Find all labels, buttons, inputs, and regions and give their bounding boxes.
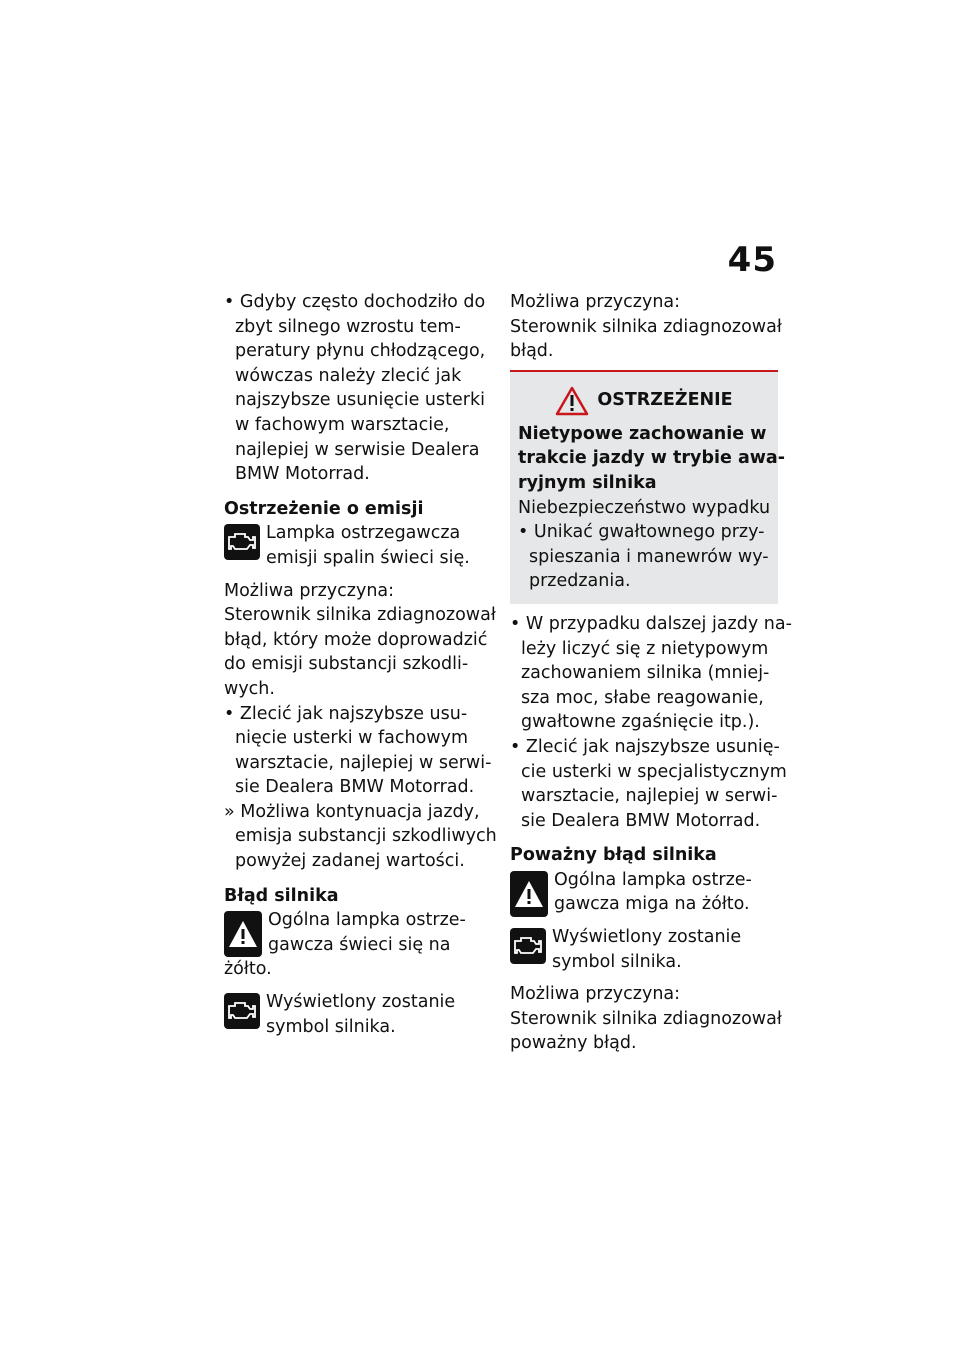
page-number: 45 <box>727 240 777 280</box>
text-line: zachowaniem silnika (mniej- <box>521 663 770 684</box>
engine-symbol-text <box>266 990 455 1039</box>
heading-engine-fault: Błąd silnika <box>224 885 339 906</box>
text-line: » Możliwa kontynuacja jazdy, <box>224 801 480 822</box>
text-line: Sterownik silnika zdiagnozował <box>224 605 496 626</box>
text-line: gwałtowne zgaśnięcie itp.). <box>521 712 760 733</box>
text-line: błąd, który może doprowadzić <box>224 629 488 650</box>
text-line: • Zlecić jak najszybsze usunię- <box>510 736 780 757</box>
text-line: • Zlecić jak najszybsze usu- <box>224 703 468 724</box>
text-line: powyżej zadanej wartości. <box>235 851 465 872</box>
engine-check-icon <box>224 993 260 1029</box>
emission-lamp-text <box>266 521 470 570</box>
engine-symbol-row <box>224 990 490 1039</box>
bullet-coolant <box>224 290 490 487</box>
warning-lamp-text-right <box>554 868 752 917</box>
text-line: Lampka ostrzegawcza <box>266 523 461 544</box>
engine-check-icon <box>224 524 260 560</box>
text-line: ryjnym silnika <box>518 472 657 493</box>
bullet-repair-right <box>510 735 787 833</box>
text-line: Możliwa przyczyna: <box>224 580 395 601</box>
engine-check-icon <box>510 928 546 964</box>
engine-symbol-text-right <box>552 925 741 974</box>
warning-lamp-row <box>224 908 490 957</box>
text-line: Niebezpieczeństwo wypadku <box>518 497 771 518</box>
text-line: gawcza miga na żółto. <box>554 894 750 915</box>
text-line: Wyświetlony zostanie <box>552 927 742 948</box>
text-line: Możliwa przyczyna: <box>510 984 681 1005</box>
text-line: emisja substancji szkodliwych <box>235 826 497 847</box>
text-line: • Unikać gwałtownego przy- <box>518 522 765 543</box>
text-line: cie usterki w specjalistycznym <box>521 761 787 782</box>
text-line: BMW Motorrad. <box>235 464 370 485</box>
text-line: spieszania i manewrów wy- <box>529 546 769 567</box>
text-line: nięcie usterki w fachowym <box>235 728 469 749</box>
text-line: symbol silnika. <box>552 951 682 972</box>
warning-box <box>510 372 785 604</box>
bullet-repair <box>224 702 490 800</box>
warning-lamp-text <box>268 908 466 957</box>
text-line: sza moc, słabe reagowanie, <box>521 687 764 708</box>
text-line: Sterownik silnika zdiagnozował <box>510 1008 782 1029</box>
serious-cause <box>510 982 782 1056</box>
text-line: warsztacie, najlepiej w serwi- <box>235 752 492 773</box>
left-column <box>224 290 497 1039</box>
text-line: • Gdyby często dochodziło do <box>224 292 486 312</box>
text-line: przedzania. <box>529 571 631 592</box>
text-line: sie Dealera BMW Motorrad. <box>235 777 475 798</box>
text-line: Ogólna lampka ostrze- <box>554 869 752 890</box>
text-line: poważny błąd. <box>510 1033 637 1054</box>
emission-lamp-row <box>224 521 490 570</box>
text-line: gawcza świeci się na <box>268 934 451 955</box>
text-line: emisji spalin świeci się. <box>266 547 470 568</box>
text-line: peratury płynu chłodzącego, <box>235 341 486 362</box>
text-line: błąd. <box>510 341 554 362</box>
text-line: Możliwa przyczyna: <box>510 292 681 312</box>
warning-lamp-row-right <box>510 868 778 917</box>
warning-title-text: OSTRZEŻENIE <box>597 390 733 411</box>
right-column <box>510 290 792 1056</box>
text-line: żółto. <box>224 959 272 980</box>
text-line: Sterownik silnika zdiagnozował <box>510 316 782 337</box>
result-note <box>224 800 497 874</box>
heading-serious-fault: Poważny błąd silnika <box>510 845 717 866</box>
warning-title <box>518 386 770 416</box>
cause-right <box>510 290 782 364</box>
text-line: Nietypowe zachowanie w <box>518 423 767 444</box>
text-line: wych. <box>224 678 275 699</box>
text-line: warsztacie, najlepiej w serwi- <box>521 786 778 807</box>
text-line: w fachowym warsztacie, <box>235 414 450 435</box>
text-line: Ogólna lampka ostrze- <box>268 910 466 931</box>
text-line: Wyświetlony zostanie <box>266 992 456 1013</box>
text-line: • W przypadku dalszej jazdy na- <box>510 613 792 634</box>
bullet-continue <box>510 612 792 735</box>
text-line: zbyt silnego wzrostu tem- <box>235 316 461 337</box>
warning-triangle-icon <box>224 911 262 957</box>
warning-triangle-icon <box>510 871 548 917</box>
text-line: symbol silnika. <box>266 1016 396 1037</box>
text-line: sie Dealera BMW Motorrad. <box>521 810 761 831</box>
text-line: wówczas należy zlecić jak <box>235 365 462 386</box>
text-line: najszybsze usunięcie usterki <box>235 390 485 411</box>
emission-cause <box>224 579 496 702</box>
text-line: najlepiej w serwisie Dealera <box>235 439 480 460</box>
engine-symbol-row-right <box>510 925 778 974</box>
heading-emission-warning: Ostrzeżenie o emisji <box>224 498 424 519</box>
text-line: leży liczyć się z nietypowym <box>521 638 769 659</box>
warning-triangle-icon <box>555 386 589 416</box>
text-line: trakcie jazdy w trybie awa- <box>518 448 785 469</box>
text-line: do emisji substancji szkodli- <box>224 654 469 675</box>
